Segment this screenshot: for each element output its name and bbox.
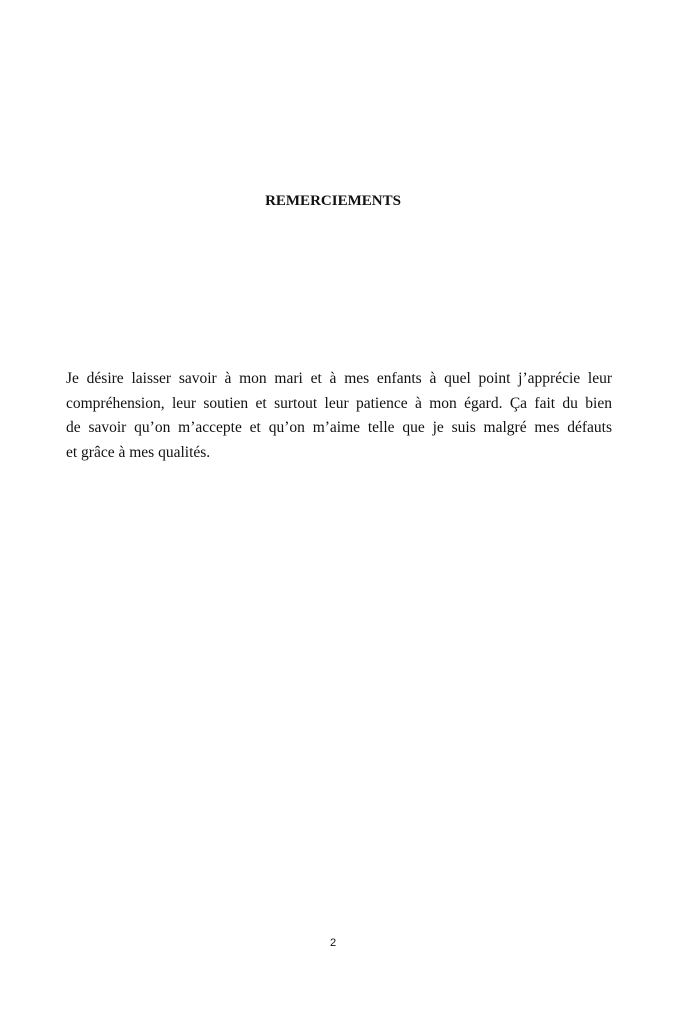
page-title: REMERCIEMENTS: [265, 193, 401, 209]
paragraph-line-3: de savoir qu’on m’accepte et qu’on m’aime telle que je suis malgré mes défauts: [66, 419, 612, 436]
paragraph-line-1: Je désire laisser savoir à mon mari et à mes enfants à quel point j’apprécie leur: [66, 370, 612, 387]
page-number: 2: [329, 937, 337, 949]
paragraph-line-2: compréhension, leur soutien et surtout leur patience à mon égard. Ça fait du bien: [66, 394, 612, 412]
acknowledgement-paragraph: [66, 367, 612, 465]
paragraph-line-4: et grâce à mes qualités.: [66, 443, 211, 461]
